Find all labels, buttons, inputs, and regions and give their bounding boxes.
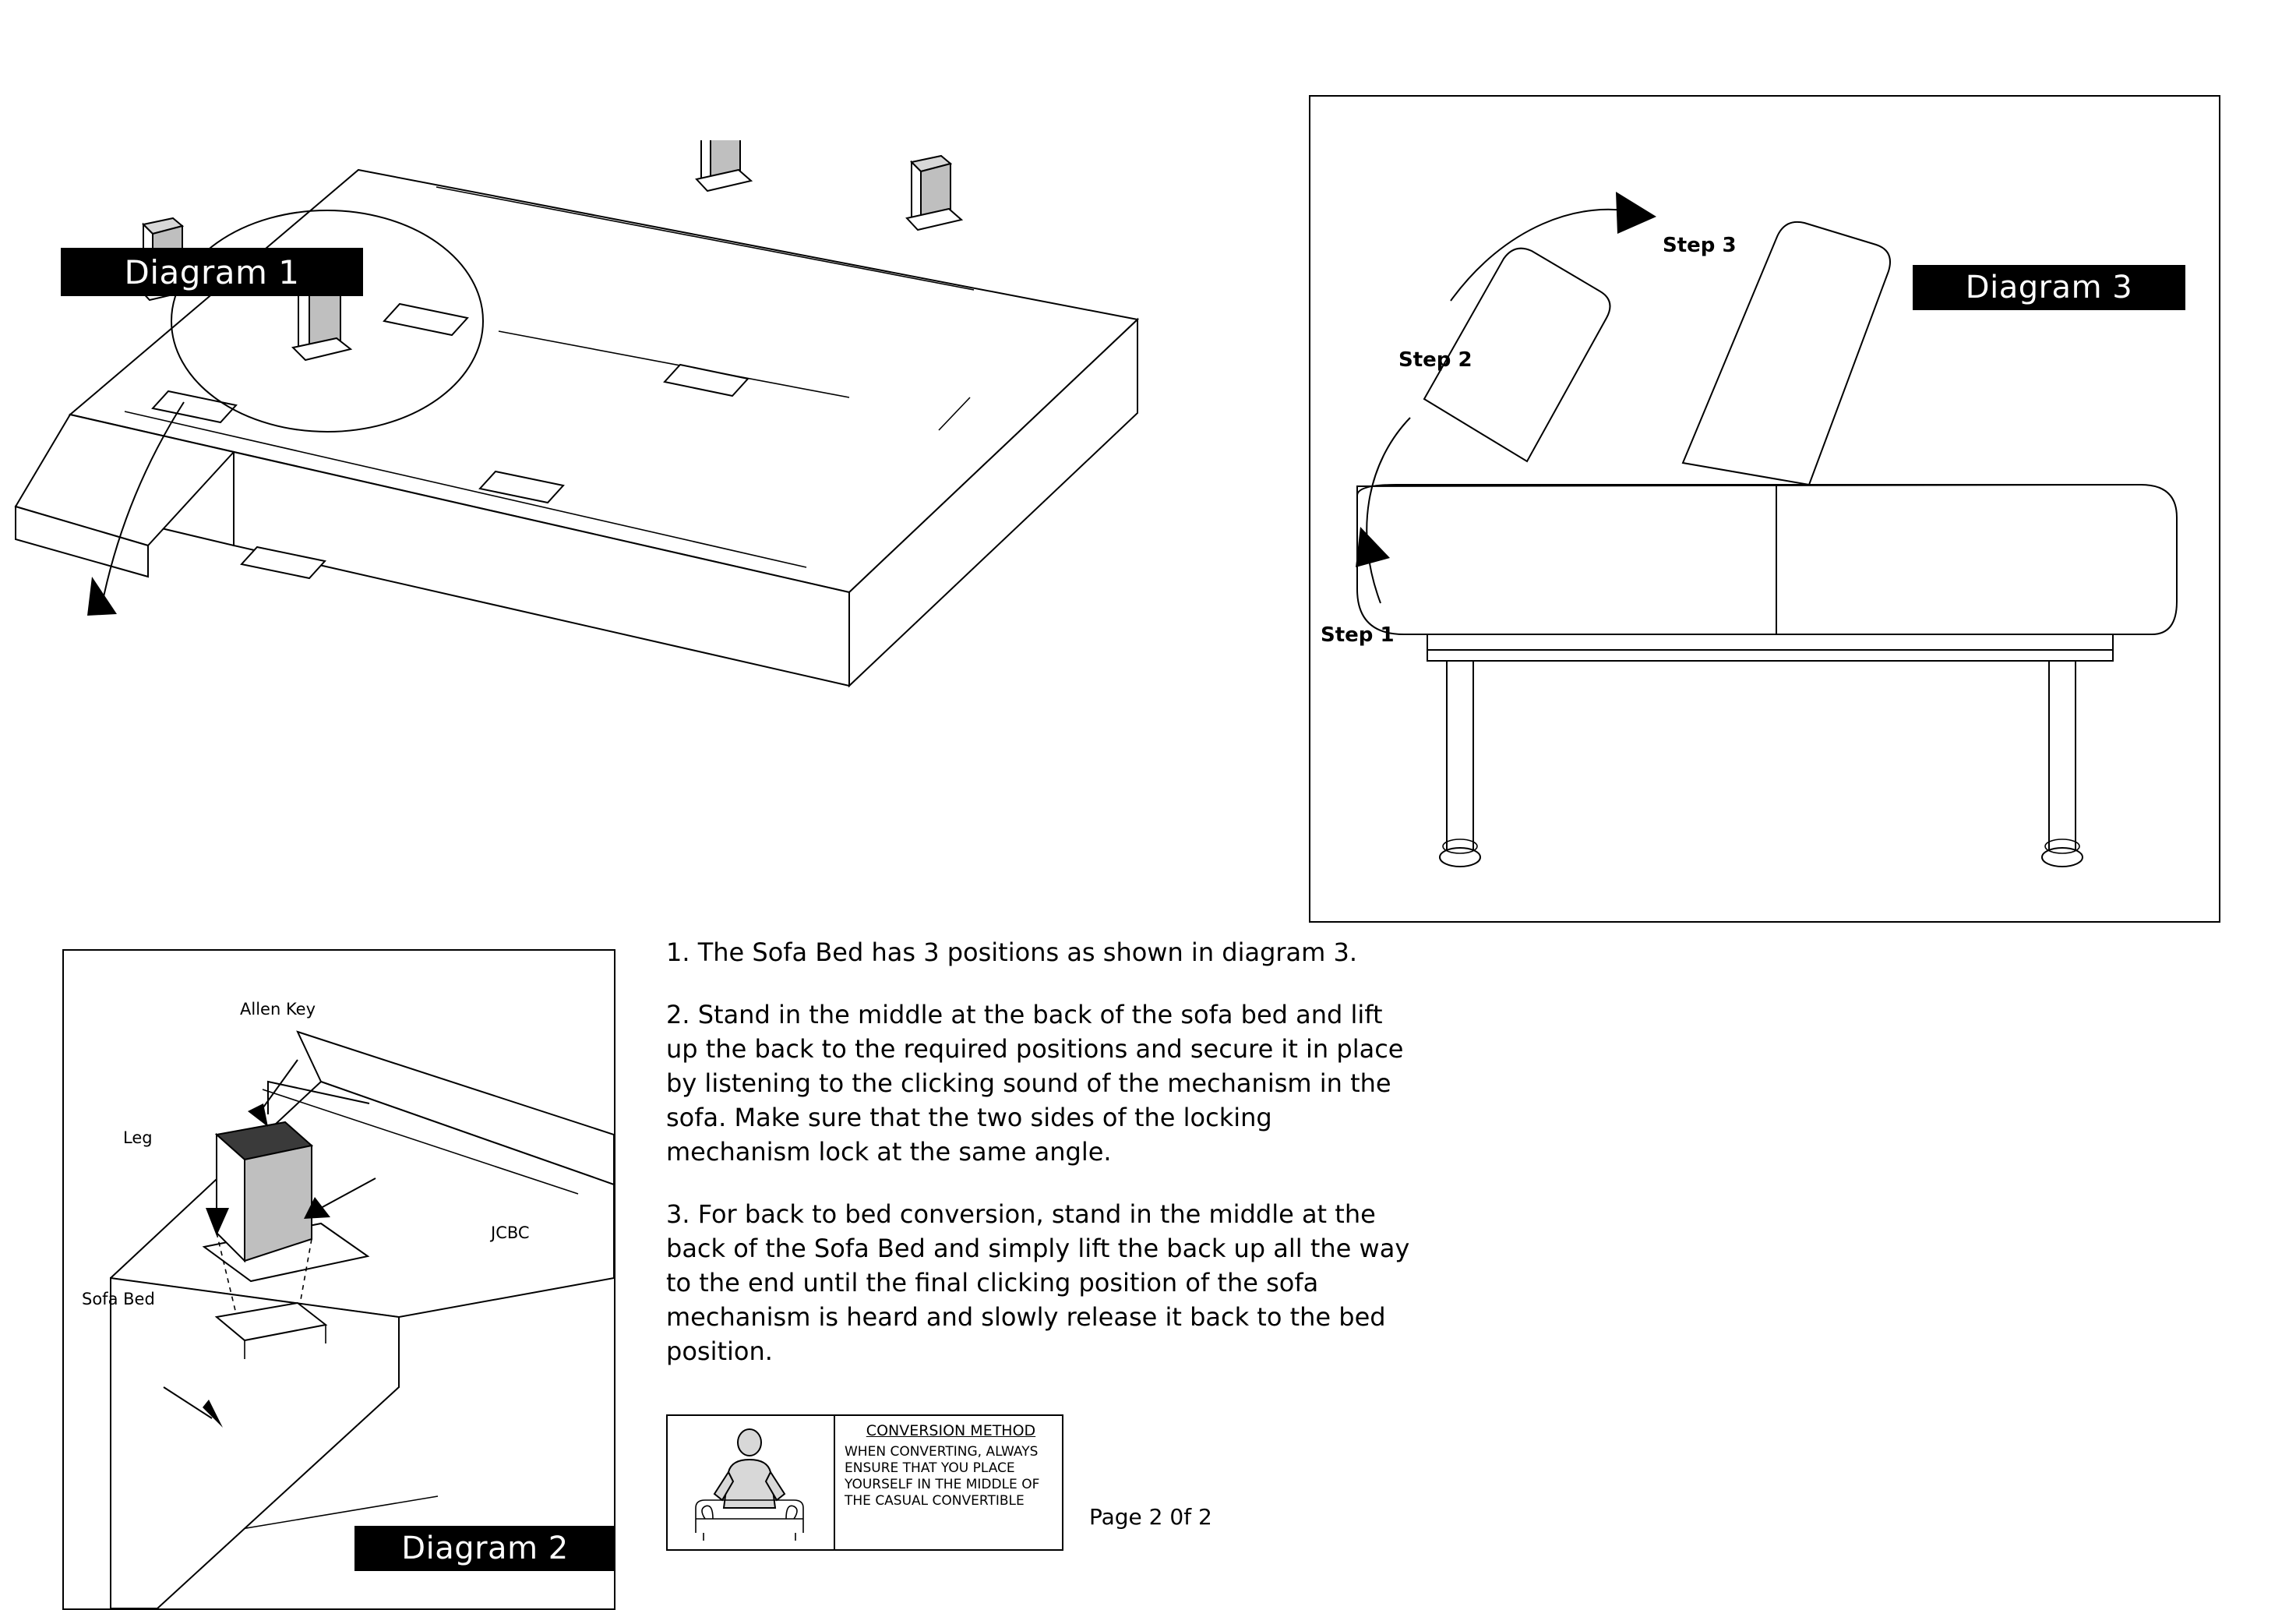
diagram-1-label: Diagram 1 <box>61 248 363 296</box>
instruction-step-2: 2. Stand in the middle at the back of the sofa bed and lift up the back to the required positions and secure it in place by listening to the clicking sound of the mechanism in the sofa. Make sure that the two sides of the locking mechanism lock at the same angle. <box>666 1000 1404 1167</box>
instructions-block <box>666 935 1414 1368</box>
leg-icon <box>907 156 961 230</box>
diagram-2-panel <box>62 949 615 1610</box>
callout-allen-key: Allen Key <box>240 1000 316 1019</box>
instruction-step-3: 3. For back to bed conversion, stand in the middle at the back of the Sofa Bed and simply lift the back up all the way to the end until the final clicking position of the sofa mechanism is heard and slowly release it back to the bed position. <box>666 1199 1410 1366</box>
page-number: Page 2 0f 2 <box>1089 1504 1212 1530</box>
callout-jcbc: JCBC <box>491 1223 530 1242</box>
leg-icon <box>697 140 751 191</box>
diagram-3-label: Diagram 3 <box>1913 265 2185 310</box>
callout-sofa-bed: Sofa Bed <box>82 1290 155 1308</box>
instruction-step-1: 1. The Sofa Bed has 3 positions as shown in diagram 3. <box>666 937 1358 967</box>
conversion-method-title: CONVERSION METHOD <box>866 1422 1036 1439</box>
conversion-method-box <box>666 1414 1063 1551</box>
conversion-method-text <box>835 1416 1062 1549</box>
step-1-label: Step 1 <box>1321 623 1395 647</box>
step-3-label: Step 3 <box>1663 234 1737 257</box>
diagram-2-label: Diagram 2 <box>354 1526 615 1571</box>
conversion-method-body: WHEN CONVERTING, ALWAYS ENSURE THAT YOU PLACE YOURSELF IN THE MIDDLE OF THE CASUAL CONVERTIBLE <box>845 1444 1040 1509</box>
conversion-figure-icon <box>668 1416 835 1549</box>
leg-icon <box>2042 661 2083 867</box>
diagram-3-panel <box>1309 95 2220 923</box>
leg-icon <box>1440 661 1480 867</box>
callout-leg: Leg <box>123 1128 153 1147</box>
step-2-label: Step 2 <box>1398 348 1472 372</box>
